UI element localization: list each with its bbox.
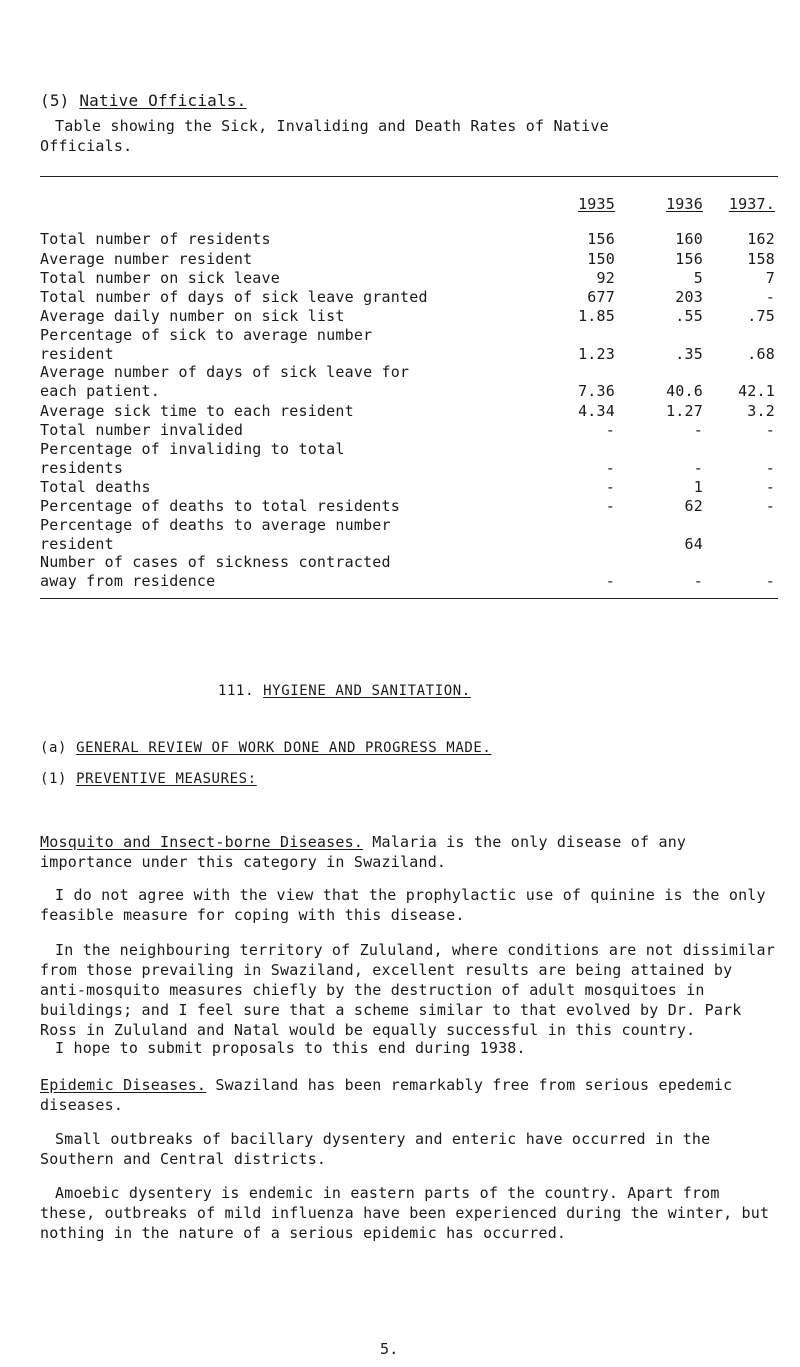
table-row-label: Percentage of sick to average number resident [40, 326, 373, 363]
table-bottom-rule [40, 598, 778, 599]
table-cell: 1.27 [666, 402, 703, 420]
table-cell: - [765, 421, 775, 439]
paragraph-lead: Epidemic Diseases. [40, 1076, 207, 1094]
table-row-label: Average number resident [40, 250, 253, 268]
table-cell: 158 [747, 250, 775, 268]
table-cell: 156 [587, 230, 615, 248]
table-cell: 42.1 [738, 382, 775, 400]
table-row-label: Average sick time to each resident [40, 402, 354, 420]
table-row-label: Percentage of deaths to average number resident [40, 516, 391, 553]
table-row-label: Total number invalided [40, 421, 244, 439]
table-cell: - [605, 421, 615, 439]
table-cell: 7.36 [578, 382, 615, 400]
paragraph [40, 832, 780, 872]
table-cell: 160 [675, 230, 703, 248]
table-cell: - [693, 459, 703, 477]
table-row-label: Percentage of deaths to total residents [40, 497, 400, 515]
table-row-label: Percentage of invaliding to total residents [40, 440, 345, 477]
table-cell: 64 [684, 535, 703, 553]
table-cell: 677 [587, 288, 615, 306]
paragraph [40, 1129, 780, 1169]
table-top-rule [40, 176, 778, 177]
table-cell: 156 [675, 250, 703, 268]
table-row-label: Total number of days of sick leave granted [40, 288, 428, 306]
year-header-1935: 1935 [578, 195, 615, 213]
year-header-1937: 1937. [728, 195, 775, 213]
table-cell: 162 [747, 230, 775, 248]
year-header-1936: 1936 [666, 195, 703, 213]
table-cell: 1.85 [578, 307, 615, 325]
table-cell: - [605, 572, 615, 590]
table-cell: 3.2 [747, 402, 775, 420]
page-number: 5. [380, 1340, 399, 1358]
table-cell: .68 [747, 345, 775, 363]
paragraph-text: I hope to submit proposals to this end during 1938. [55, 1039, 526, 1057]
table-cell: - [765, 459, 775, 477]
table-cell: - [693, 421, 703, 439]
paragraph [40, 940, 780, 1040]
table-cell: 4.34 [578, 402, 615, 420]
table-cell: - [605, 497, 615, 515]
table-caption: Table showing the Sick, Invaliding and Death Rates of Native [55, 117, 609, 135]
table-cell: - [765, 288, 775, 306]
table-cell: 1.23 [578, 345, 615, 363]
table-cell: .35 [675, 345, 703, 363]
table-cell: - [605, 459, 615, 477]
table-cell: - [605, 478, 615, 496]
paragraph [40, 1075, 780, 1115]
paragraph [40, 1183, 780, 1243]
table-row-label: Average daily number on sick list [40, 307, 345, 325]
table-cell: .55 [675, 307, 703, 325]
table-row-label: Average number of days of sick leave for each patient. [40, 363, 410, 400]
table-cell: - [693, 572, 703, 590]
table-cell: .75 [747, 307, 775, 325]
table-row-label: Total deaths [40, 478, 151, 496]
table-cell: 1 [693, 478, 703, 496]
paragraph [40, 1038, 780, 1058]
table-cell: 40.6 [666, 382, 703, 400]
table-cell: 150 [587, 250, 615, 268]
paragraph-text: Small outbreaks of bacillary dysentery and enteric have occurred in the Southern and Central districts. [40, 1130, 711, 1168]
table-cell: - [765, 497, 775, 515]
subsection-a-heading: (a) GENERAL REVIEW OF WORK DONE AND PROGRESS MADE. [40, 740, 492, 756]
table-row-label: Number of cases of sickness contracted away from residence [40, 553, 391, 590]
table-cell: 92 [596, 269, 615, 287]
paragraph-text: I do not agree with the view that the prophylactic use of quinine is the only feasible measure for coping with this disease. [40, 886, 766, 924]
paragraph-lead: Mosquito and Insect-borne Diseases. [40, 833, 364, 851]
table-cell: 203 [675, 288, 703, 306]
paragraph-text: Malaria is the only disease of any importance under this category in Swaziland. [40, 833, 687, 871]
table-cell: 62 [684, 497, 703, 515]
section-3-heading: 111. HYGIENE AND SANITATION. [218, 683, 471, 699]
table-cell: - [765, 572, 775, 590]
table-row-label: Total number of residents [40, 230, 271, 248]
table-caption-continued: Officials. [40, 137, 133, 155]
paragraph-text: Swaziland has been remarkably free from serious epedemic diseases. [40, 1076, 733, 1114]
section-heading: (5) Native Officials. [40, 91, 247, 110]
table-row-label: Total number on sick leave [40, 269, 280, 287]
table-cell: - [765, 478, 775, 496]
paragraph-text: Amoebic dysentery is endemic in eastern parts of the country. Apart from these, outbreaks of mild influenza have been experienced during the winter, but nothing in the nature of a serious epidemic has occurred. [40, 1184, 770, 1242]
subsection-1-heading: (1) PREVENTIVE MEASURES: [40, 771, 257, 787]
table-cell: 5 [693, 269, 703, 287]
paragraph [40, 885, 780, 925]
paragraph-text: In the neighbouring territory of Zululand, where conditions are not dissimilar from those prevailing in Swaziland, excellent results are being attained by anti-mosquito measures chiefly by the destruction of adult mosquitoes in buildings; and I feel sure that a scheme similar to that evolved by Dr. Park Ross in Zululand and Natal would be equally successful in this country. [40, 941, 775, 1039]
table-cell: 7 [765, 269, 775, 287]
